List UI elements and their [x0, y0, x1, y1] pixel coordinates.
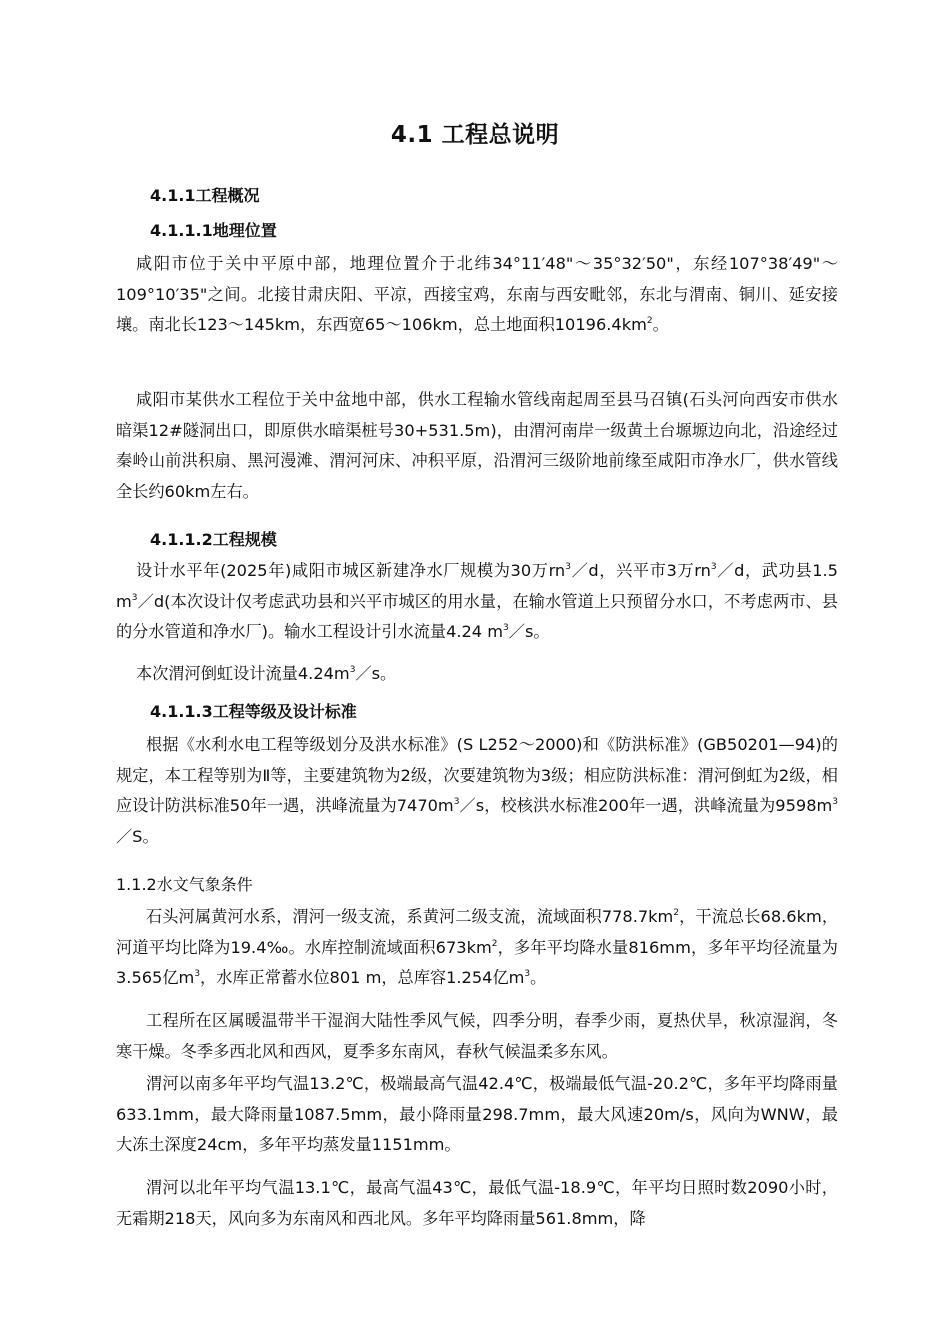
paragraph-location	[116, 249, 838, 341]
superscript: 3	[503, 623, 509, 633]
section-title: 4.1 工程总说明	[390, 122, 560, 148]
heading-scale: 4.1.1.2工程规模	[150, 530, 277, 549]
heading-location: 4.1.1.1地理位置	[150, 221, 277, 240]
paragraph-text: 石头河属黄河水系，渭河一级支流，系黄河二级支流，流域面积778.7km	[146, 907, 674, 926]
superscript: 3	[349, 665, 356, 675]
paragraph-grade	[116, 730, 838, 852]
paragraph-text: ／s，校核洪水标准200年一遇，洪峰流量为9598m	[459, 796, 833, 815]
paragraph-text: 根据《水利水电工程等级划分及洪水标准》(S L252～2000)和《防洪标准》(GB50201—94)的规定，本工程等别为Ⅱ等，主要建筑物为2级，次要建筑物为3级；相应防洪标准：渭河倒虹为2级，相应设计防洪标准50年一遇，洪峰流量为7470m	[116, 735, 838, 815]
paragraph-south-climate: 渭河以南多年平均气温13.2℃，极端最高气温42.4℃，极端最低气温-20.2℃，多年平均降雨量633.1mm，最大降雨量1087.5mm，最小降雨量298.7mm，最大风速20m/s，风向为WNW，最大冻土深度24cm，多年平均蒸发量1151mm。	[116, 1074, 838, 1154]
superscript: 3	[524, 969, 531, 979]
superscript: 2	[646, 316, 653, 326]
heading-overview: 4.1.1工程概况	[150, 186, 260, 205]
superscript: 3	[453, 797, 460, 807]
paragraph-text: ／d，武功县1.5 m	[116, 561, 838, 611]
paragraph-text: ／s。	[508, 622, 550, 641]
paragraph-text: 咸阳市位于关中平原中部，地理位置介于北纬34°11′48"～35°32′50"，东经107°38′49"～109°10′35"之间。北接甘肃庆阳、平凉，西接宝鸡，东南与西安毗邻，东北与渭南、铜川、延安接壤。南北长123～145km，东西宽65～106km，总土地面积10196.4km	[116, 254, 838, 334]
paragraph-siphon-flow	[116, 659, 838, 690]
paragraph-text: 本次渭河倒虹设计流量4.24m	[136, 664, 350, 683]
paragraph-river	[116, 902, 838, 994]
paragraph-text: ，干流总长68.6km，河道平均比降为19.4‰。水库控制流域面积673km	[116, 907, 839, 957]
paragraph-text: 。	[530, 968, 547, 987]
paragraph-text: ／d，兴平市3万rn	[570, 561, 711, 580]
heading-hydro: 1.1.2水文气象条件	[116, 875, 253, 894]
heading-grade: 4.1.1.3工程等级及设计标准	[150, 702, 357, 721]
paragraph-text: ／d(本次设计仅考虑武功县和兴平市城区的用水量，在输水管道上只预留分水口，不考虑两市、县的分水管道和净水厂)。输水工程设计引水流量4.24 m	[116, 591, 838, 641]
paragraph-text: 。	[652, 315, 669, 334]
paragraph-north-climate: 渭河以北年平均气温13.1℃，最高气温43℃，最低气温-18.9℃，年平均日照时数2090小时，无霜期218天，风向多为东南风和西北风。多年平均降雨量561.8mm，降	[116, 1178, 838, 1228]
superscript: 3	[131, 592, 138, 603]
paragraph-project-route: 咸阳市某供水工程位于关中盆地中部，供水工程输水管线南起周至县马召镇(石头河向西安市供水暗渠12#隧洞出口，即原供水暗渠桩号30+531.5m)，由渭河南岸一级黄土台塬塬边向北，沿途经过秦岭山前洪积扇、黑河漫滩、渭河河床、冲积平原，沿渭河三级阶地前缘至咸阳市净水厂，供水管线全长约60km左右。	[116, 390, 838, 501]
superscript: 2	[673, 908, 680, 918]
paragraph-text: ，多年平均降水量816mm，多年平均径流量为3.565亿m	[116, 937, 838, 987]
superscript: 2	[491, 938, 498, 949]
superscript: 3	[565, 562, 571, 572]
paragraph-text: 设计水平年(2025年)咸阳市城区新建净水厂规模为30万rn	[136, 561, 566, 580]
superscript: 3	[832, 797, 838, 807]
paragraph-text: ／S。	[116, 826, 159, 846]
paragraph-climate: 工程所在区属暖温带半干湿润大陆性季风气候，四季分明，春季少雨，夏热伏旱，秋凉湿润，冬寒干燥。冬季多西北风和西风，夏季多东南风，春秋气候温柔多东风。	[116, 1011, 838, 1061]
paragraph-text: ／s。	[355, 664, 397, 683]
paragraph-text: ，水库正常蓄水位801 m，总库容1.254亿m	[200, 968, 525, 987]
superscript: 3	[194, 969, 201, 979]
superscript: 3	[710, 562, 717, 572]
paragraph-scale	[116, 556, 838, 648]
